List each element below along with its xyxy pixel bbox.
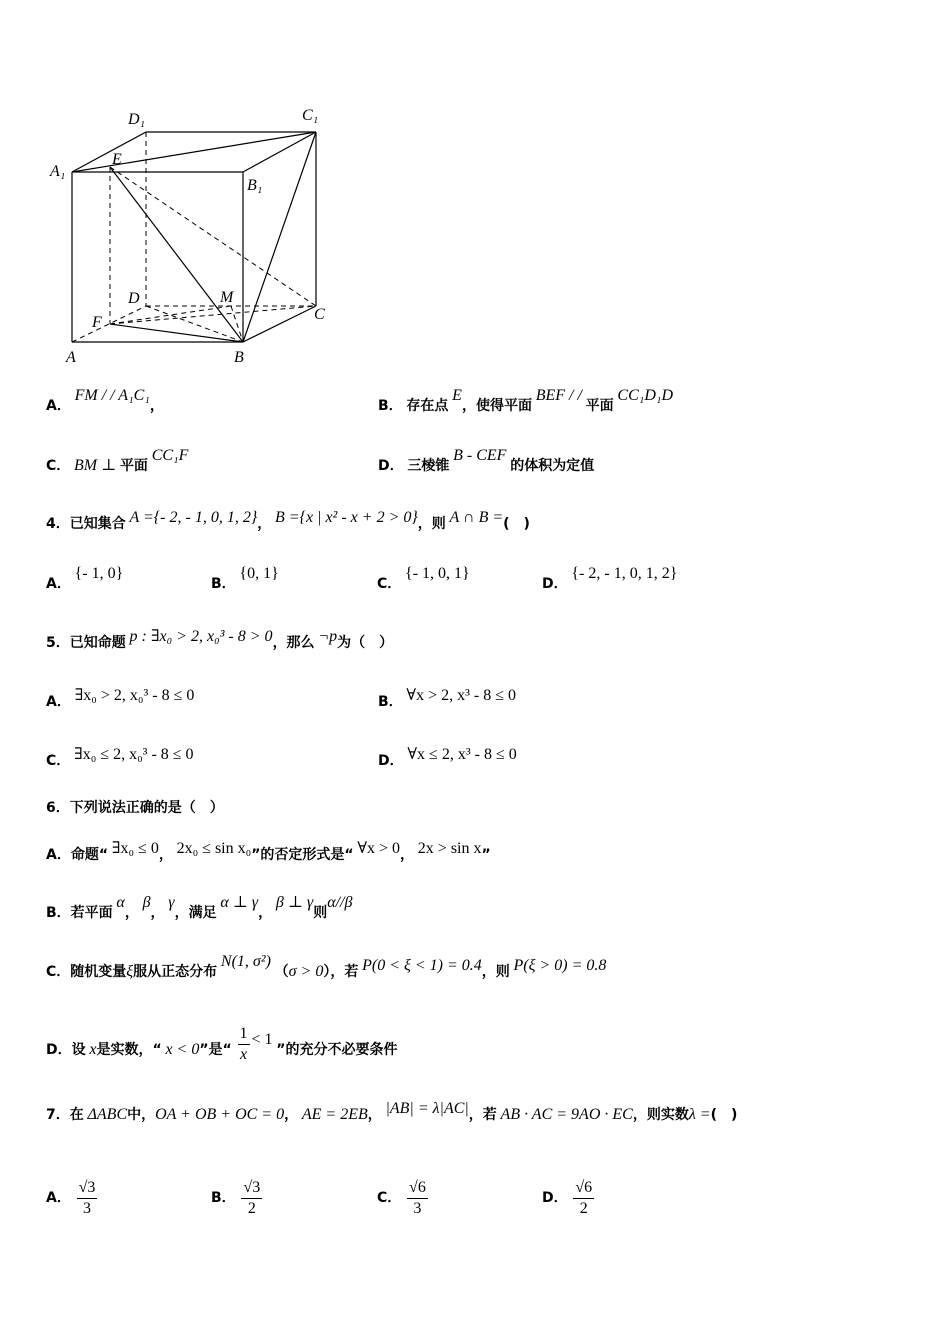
fraction-numerator: √3 — [77, 1178, 98, 1199]
fraction-numerator: √3 — [241, 1178, 262, 1199]
option-text: ”的否定形式是“ — [251, 847, 354, 863]
q3-option-a[interactable] — [46, 387, 164, 416]
label-B: B — [234, 349, 244, 366]
q3-option-d[interactable] — [378, 447, 595, 476]
option-math: β ⊥ γ — [275, 894, 314, 911]
q6-option-b[interactable] — [46, 894, 353, 923]
option-label: B． — [378, 694, 403, 710]
question-text: 中， — [127, 1107, 156, 1123]
option-math: ∀x ≤ 2, x³ - 8 ≤ 0 — [407, 746, 517, 763]
option-text: 存在点 — [406, 398, 449, 414]
option-text: ， — [400, 847, 415, 863]
question-text: 已知命题 — [69, 635, 126, 651]
option-math: x < 0 — [165, 1040, 200, 1058]
option-text: ， — [150, 905, 165, 921]
option-math: FM / / A₁C₁ — [74, 387, 150, 404]
option-math: α — [116, 894, 125, 911]
option-text: 若平面 — [70, 905, 113, 921]
question-math: AE = 2EB — [301, 1106, 368, 1123]
option-math: N(1, σ²) — [220, 953, 271, 970]
option-text: 命题“ — [70, 847, 109, 863]
q3-option-b[interactable] — [378, 387, 673, 416]
option-math: 2x > sin x — [417, 840, 482, 857]
option-math: ∃x₀ > 2, x₀³ - 8 ≤ 0 — [74, 687, 195, 704]
q7-option-a[interactable] — [46, 1178, 99, 1219]
option-text: 的体积为定值 — [510, 458, 595, 474]
q6-option-d[interactable] — [46, 1025, 398, 1071]
option-label: C． — [46, 753, 71, 769]
option-label: C． — [377, 1189, 402, 1206]
option-label: D． — [378, 753, 404, 769]
option-text: 三棱锥 — [407, 458, 450, 474]
option-label: A． — [46, 847, 71, 863]
question-math: A ={- 2, - 1, 0, 1, 2} — [129, 509, 258, 526]
question-text: ，则 — [417, 516, 446, 532]
label-A1: A₁ — [50, 163, 66, 180]
q4-option-d[interactable] — [542, 565, 678, 594]
option-label: B． — [211, 576, 236, 592]
label-C1: C₁ — [302, 107, 319, 124]
question-math: p : ∃x₀ > 2, x₀³ - 8 > 0 — [129, 628, 273, 645]
fraction-denominator: 2 — [247, 1200, 256, 1217]
fraction-denominator: 2 — [579, 1200, 588, 1217]
question-text: ，若 — [468, 1107, 497, 1123]
q4-stem — [46, 509, 530, 534]
option-math: σ > 0 — [288, 963, 324, 980]
question-text: ，则实数 — [632, 1107, 689, 1123]
question-math: ΔABC — [87, 1106, 128, 1123]
option-text: 服从正态分布 — [133, 964, 218, 980]
option-fraction — [407, 1178, 428, 1219]
option-math: P(ξ > 0) = 0.8 — [513, 957, 607, 974]
option-text: ” — [481, 847, 491, 863]
label-C: C — [314, 306, 325, 323]
option-math: ∀x > 0 — [357, 840, 401, 857]
option-text: ），若 — [323, 964, 359, 980]
option-math: ξ — [126, 963, 134, 980]
question-text: ， — [257, 516, 272, 532]
option-math: x — [89, 1040, 97, 1058]
option-math: {- 1, 0, 1} — [405, 565, 470, 582]
option-label: D． — [542, 1189, 568, 1206]
q7-option-b[interactable] — [211, 1178, 264, 1219]
option-math: < 1 — [251, 1030, 273, 1048]
hidden-EC — [110, 167, 316, 306]
q5-option-c[interactable] — [46, 746, 194, 771]
label-D: D — [128, 290, 140, 307]
option-math: {- 1, 0} — [74, 565, 124, 582]
option-math: β — [142, 894, 151, 911]
option-math: α ⊥ γ — [220, 894, 259, 911]
q5-option-a[interactable] — [46, 687, 195, 712]
option-text: ， — [158, 847, 173, 863]
option-label: A． — [46, 576, 71, 592]
option-text: ，使得平面 — [461, 398, 532, 414]
q7-option-c[interactable] — [377, 1178, 430, 1219]
seg-EB — [110, 167, 243, 342]
q5-option-b[interactable] — [378, 687, 517, 712]
q6-option-a[interactable] — [46, 840, 491, 865]
question-math: B ={x | x² - x + 2 > 0} — [274, 509, 418, 526]
question-text: ， — [367, 1107, 382, 1123]
option-math: {- 2, - 1, 0, 1, 2} — [571, 565, 678, 582]
option-math: γ — [168, 894, 175, 911]
q3-option-c[interactable] — [46, 447, 189, 476]
option-math: P(0 < ξ < 1) = 0.4 — [362, 957, 482, 974]
option-math: BM ⊥ — [74, 457, 117, 474]
q4-option-a[interactable] — [46, 565, 124, 594]
option-math: B - CEF — [453, 447, 507, 464]
label-M: M — [220, 289, 234, 306]
option-label: A． — [46, 398, 71, 414]
question-number: 6． — [46, 800, 70, 816]
label-D1: D₁ — [128, 111, 146, 128]
q7-stem — [46, 1100, 738, 1125]
cube-diagram — [40, 96, 350, 376]
option-text: 是实数，“ — [96, 1041, 162, 1058]
option-label: B． — [211, 1189, 236, 1206]
option-text: 平面 — [585, 398, 614, 414]
fraction-denominator: x — [239, 1046, 248, 1063]
cube-figure — [40, 96, 350, 376]
question-number: 5． — [46, 635, 70, 651]
option-math: ∃x₀ ≤ 0 — [111, 840, 159, 857]
option-text: ”的充分不必要条件 — [276, 1041, 398, 1058]
option-label: D． — [46, 1041, 72, 1058]
option-label: C． — [46, 458, 71, 474]
fraction-one-over-x — [238, 1024, 250, 1065]
q7-option-d[interactable] — [542, 1178, 596, 1219]
option-math: CC₁D₁D — [617, 387, 673, 404]
option-text: ， — [124, 905, 139, 921]
option-fraction — [573, 1178, 594, 1219]
option-text: ， — [149, 398, 164, 414]
option-label: D． — [542, 576, 568, 592]
option-fraction — [77, 1178, 98, 1219]
q4-option-b[interactable] — [211, 565, 279, 594]
option-label: D． — [378, 458, 404, 474]
fraction-numerator: 1 — [238, 1024, 250, 1045]
question-math: AB · AC = 9AO · EC — [500, 1106, 633, 1123]
question-text: ， — [284, 1107, 299, 1123]
option-label: A． — [46, 694, 71, 710]
option-math: CC₁F — [151, 447, 189, 464]
option-text: 平面 — [119, 458, 148, 474]
question-number: 4． — [46, 516, 70, 532]
question-text: ( ) — [503, 516, 530, 532]
q4-option-c[interactable] — [377, 565, 470, 594]
option-math: E — [452, 387, 462, 404]
fraction-numerator: √6 — [573, 1178, 594, 1199]
option-label: C． — [377, 576, 402, 592]
question-text: 已知集合 — [69, 516, 126, 532]
seg-FB — [110, 324, 243, 342]
q5-stem — [46, 628, 394, 653]
option-label: B． — [378, 398, 403, 414]
option-text: 设 — [71, 1041, 86, 1058]
option-math: α//β — [327, 894, 353, 911]
question-text: 为（ ） — [337, 635, 394, 651]
question-text: 在 — [69, 1107, 84, 1123]
option-math: ∃x₀ ≤ 2, x₀³ - 8 ≤ 0 — [74, 746, 194, 763]
label-F: F — [92, 314, 102, 331]
option-text: 随机变量 — [70, 964, 127, 980]
label-E: E — [112, 151, 122, 168]
option-label: B． — [46, 905, 71, 921]
fraction-numerator: √6 — [407, 1178, 428, 1199]
option-label: A． — [46, 1189, 71, 1206]
option-math: BEF / / — [535, 387, 582, 404]
hidden-MB — [231, 306, 243, 342]
question-text: ，那么 — [272, 635, 315, 651]
option-fraction — [241, 1178, 262, 1219]
question-math: λ = — [688, 1106, 711, 1123]
option-text: ，则 — [481, 964, 510, 980]
option-text: ， — [258, 905, 273, 921]
label-B1: B₁ — [247, 177, 263, 194]
question-text: ( ) — [710, 1107, 738, 1123]
fraction-denominator: 3 — [413, 1200, 422, 1217]
fraction-denominator: 3 — [82, 1200, 91, 1217]
q6-stem — [46, 798, 224, 818]
option-text: 则 — [313, 905, 328, 921]
question-math: OA + OB + OC = 0 — [155, 1106, 285, 1123]
question-number: 7． — [46, 1107, 70, 1123]
q6-option-c[interactable] — [46, 953, 607, 982]
label-A: A — [66, 349, 76, 366]
q5-option-d[interactable] — [378, 746, 517, 771]
option-math: {0, 1} — [239, 565, 279, 582]
question-math: |AB| = λ|AC| — [385, 1100, 469, 1117]
question-math: ¬p — [318, 628, 338, 645]
diag-BC1 — [243, 132, 316, 342]
option-text: ，满足 — [174, 905, 217, 921]
option-math: 2x₀ ≤ sin x₀ — [176, 840, 252, 857]
question-text: 下列说法正确的是（ ） — [69, 800, 224, 816]
option-math: ∀x > 2, x³ - 8 ≤ 0 — [406, 687, 517, 704]
hidden-AD — [72, 306, 146, 342]
option-label: C． — [46, 964, 71, 980]
option-text: （ — [274, 964, 289, 980]
option-text: ”是“ — [199, 1041, 232, 1058]
question-math: A ∩ B = — [449, 509, 504, 526]
